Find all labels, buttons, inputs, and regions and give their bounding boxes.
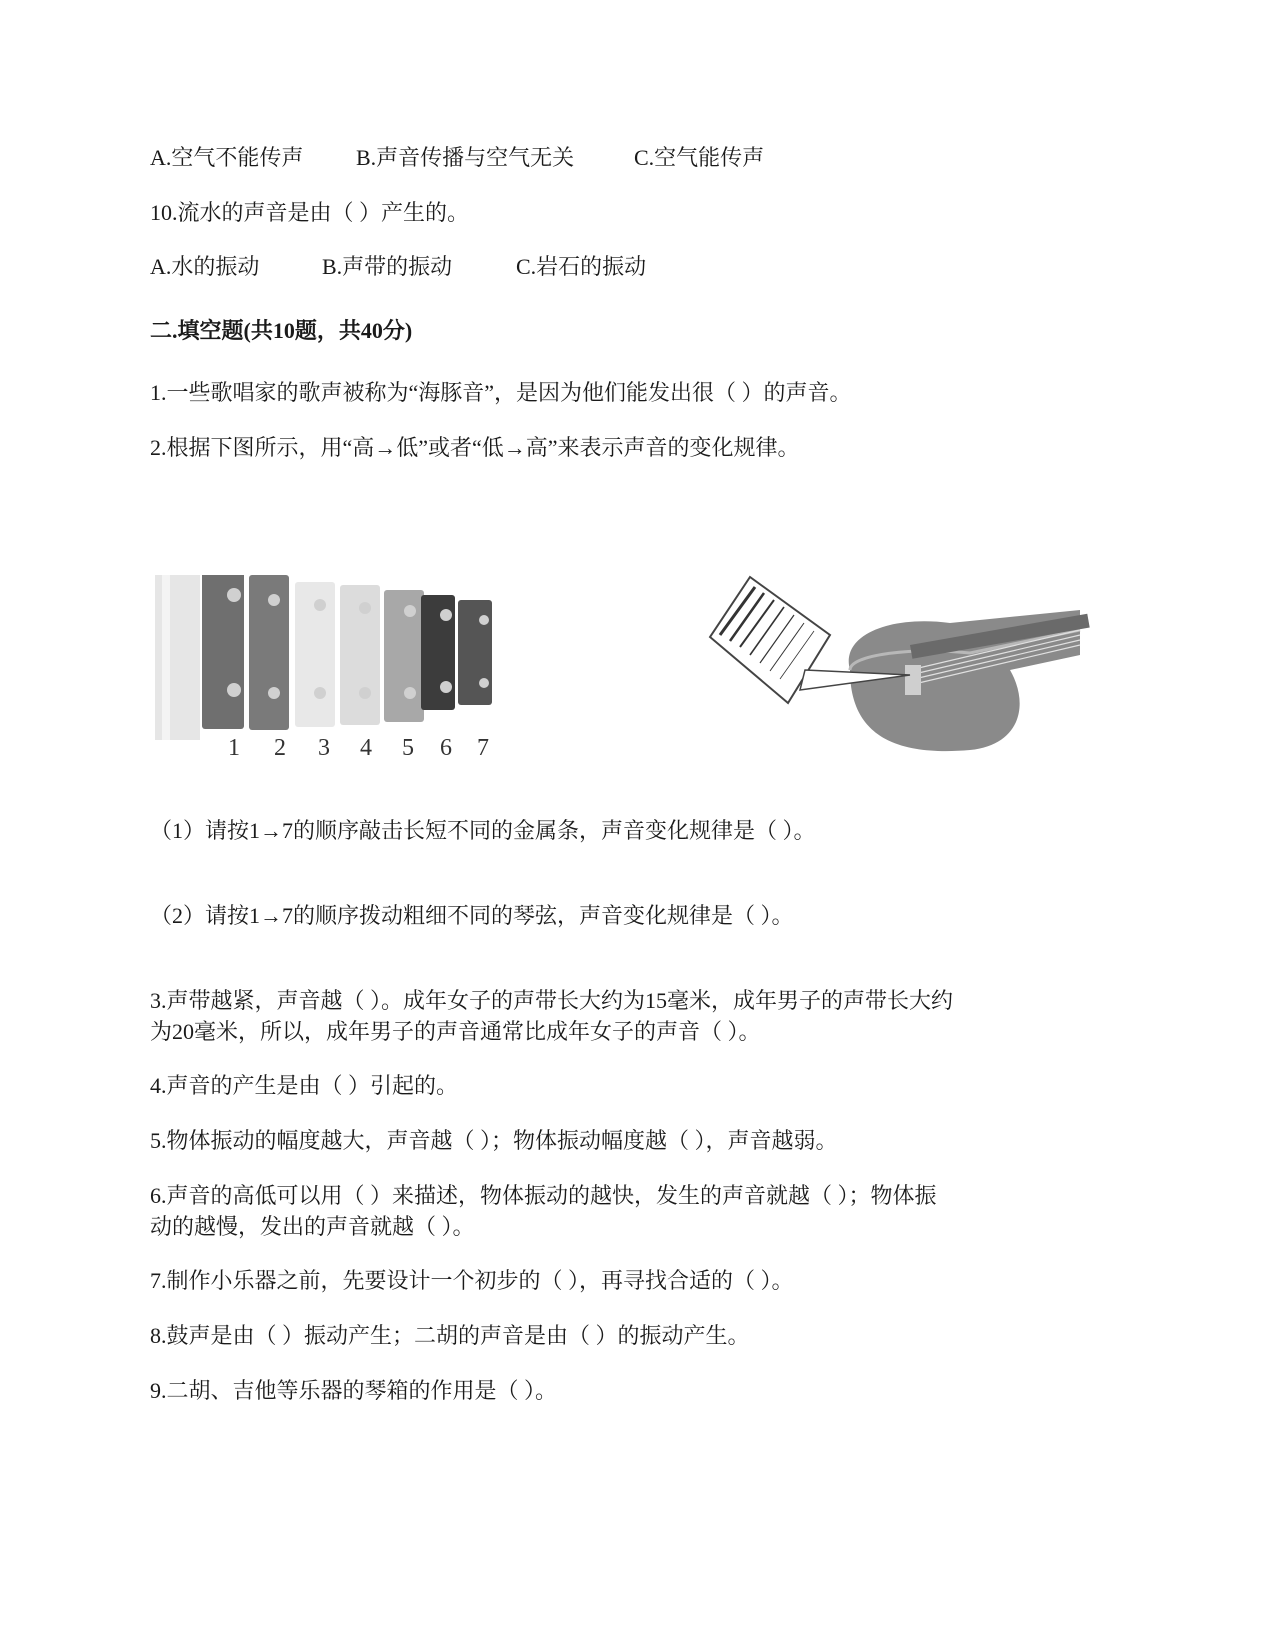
- fill-q6-line1: 6.声音的高低可以用（ ）来描述，物体振动的越快，发生的声音就越（ ）；物体振: [150, 1183, 937, 1208]
- fill-q4: 4.声音的产生是由（ ）引起的。: [150, 1073, 459, 1098]
- xylophone-number-3: 3: [318, 735, 330, 761]
- fill-q7: 7.制作小乐器之前，先要设计一个初步的（ ），再寻找合适的（ ）。: [150, 1268, 794, 1293]
- section-heading: 二.填空题(共10题，共40分): [150, 318, 413, 343]
- fill-q2: 2.根据下图所示，用“高→低”或者“低→高”来表示声音的变化规律。: [150, 435, 800, 460]
- xylophone-number-6: 6: [440, 735, 452, 761]
- q9-option-a: A.空气不能传声: [150, 145, 304, 170]
- fill-q3-line1: 3.声带越紧，声音越（ ）。成年女子的声带长大约为15毫米，成年男子的声带长大约: [150, 988, 954, 1013]
- sound-figure: [150, 575, 1130, 800]
- fill-q9: 9.二胡、吉他等乐器的琴箱的作用是（ ）。: [150, 1378, 558, 1403]
- q10-option-a: A.水的振动: [150, 254, 260, 279]
- xylophone-number-1: 1: [228, 735, 240, 761]
- q9-option-b: B.声音传播与空气无关: [356, 145, 575, 170]
- fill-q5: 5.物体振动的幅度越大，声音越（ ）；物体振动幅度越（ ），声音越弱。: [150, 1128, 838, 1153]
- guitar: [849, 610, 1090, 751]
- q10-option-b: B.声带的振动: [322, 254, 453, 279]
- xylophone-number-5: 5: [402, 735, 414, 761]
- q9-options-row: [150, 142, 764, 174]
- xylophone-number-2: 2: [274, 735, 286, 761]
- fill-q6-line2: 动的越慢，发出的声音就越（ ）。: [150, 1214, 475, 1239]
- fill-q2-sub1: （1）请按1→7的顺序敲击长短不同的金属条，声音变化规律是（ ）。: [150, 818, 816, 843]
- q10-options-row: [150, 251, 646, 283]
- q9-option-c: C.空气能传声: [634, 145, 765, 170]
- q10-stem: 10.流水的声音是由（ ）产生的。: [150, 200, 470, 225]
- fill-q8: 8.鼓声是由（ ）振动产生；二胡的声音是由（ ）的振动产生。: [150, 1323, 750, 1348]
- xylophone-bar-5: [384, 590, 424, 722]
- figure-svg: [150, 575, 1130, 800]
- xylophone-number-4: 4: [360, 735, 372, 761]
- fill-q1: 1.一些歌唱家的歌声被称为“海豚音”，是因为他们能发出很（ ）的声音。: [150, 380, 852, 405]
- xylophone: [202, 575, 492, 730]
- xylophone-frame: [155, 575, 200, 740]
- xylophone-bar-7: [458, 600, 492, 705]
- xylophone-number-7: 7: [477, 735, 489, 761]
- fill-q2-sub2: （2）请按1→7的顺序拨动粗细不同的琴弦，声音变化规律是（ ）。: [150, 903, 794, 928]
- q10-option-c: C.岩石的振动: [516, 254, 647, 279]
- fill-q3-line2: 为20毫米，所以，成年男子的声音通常比成年女子的声音（ ）。: [150, 1019, 761, 1044]
